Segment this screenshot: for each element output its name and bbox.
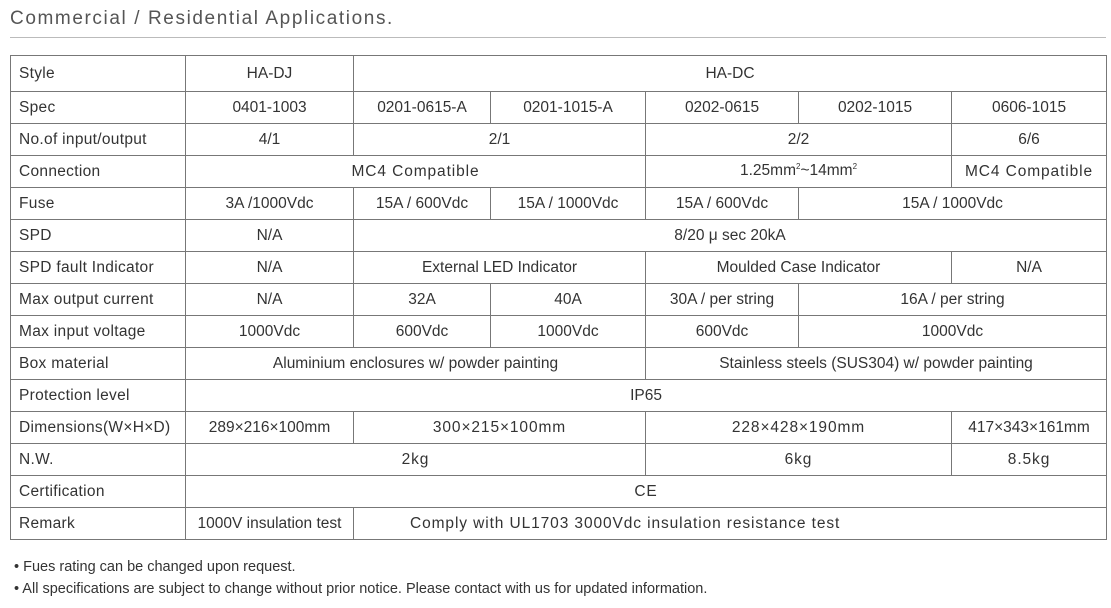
table-row-box-material <box>11 348 1107 380</box>
table-cell: 1000Vdc <box>491 316 646 348</box>
table-cell: 6kg <box>646 444 952 476</box>
table-cell: 0201-1015-A <box>491 92 646 124</box>
table-row-style <box>11 56 1107 92</box>
table-cell: 2/1 <box>354 124 646 156</box>
table-cell: Aluminium enclosures w/ powder painting <box>186 348 646 380</box>
table-cell: 2kg <box>186 444 646 476</box>
table-cell: 6/6 <box>952 124 1107 156</box>
table-row-max-input <box>11 316 1107 348</box>
table-cell: 228×428×190mm <box>646 412 952 444</box>
table-cell: Comply with UL1703 3000Vdc insulation resistance test <box>354 508 1107 540</box>
page-title: Commercial / Residential Applications. <box>10 8 394 29</box>
row-label: Protection level <box>11 380 186 412</box>
table-row-max-output <box>11 284 1107 316</box>
table-cell: 0401-1003 <box>186 92 354 124</box>
table-row-remark <box>11 508 1107 540</box>
table-cell: MC4 Compatible <box>186 156 646 188</box>
table-cell: 0201-0615-A <box>354 92 491 124</box>
table-cell: 0202-1015 <box>799 92 952 124</box>
table-cell: 417×343×161mm <box>952 412 1107 444</box>
table-row-spd <box>11 220 1107 252</box>
table-cell: External LED Indicator <box>354 252 646 284</box>
table-cell: 0606-1015 <box>952 92 1107 124</box>
table-cell: 8/20 μ sec 20kA <box>354 220 1107 252</box>
table-cell: 1000Vdc <box>799 316 1107 348</box>
table-row-nw <box>11 444 1107 476</box>
table-cell: 600Vdc <box>354 316 491 348</box>
table-cell: 15A / 1000Vdc <box>491 188 646 220</box>
row-label: Max input voltage <box>11 316 186 348</box>
table-cell: 1000V insulation test <box>186 508 354 540</box>
table-cell: 15A / 1000Vdc <box>799 188 1107 220</box>
table-row-connection <box>11 156 1107 188</box>
table-cell: 4/1 <box>186 124 354 156</box>
table-row-io <box>11 124 1107 156</box>
table-cell: 2/2 <box>646 124 952 156</box>
table-cell: 600Vdc <box>646 316 799 348</box>
table-cell: 15A / 600Vdc <box>646 188 799 220</box>
table-cell <box>646 156 952 188</box>
table-cell: N/A <box>186 252 354 284</box>
row-label: Dimensions(W×H×D) <box>11 412 186 444</box>
row-label: Remark <box>11 508 186 540</box>
table-cell: 16A / per string <box>799 284 1107 316</box>
row-label: Certification <box>11 476 186 508</box>
table-row-certification <box>11 476 1107 508</box>
table-cell: MC4 Compatible <box>952 156 1107 188</box>
table-cell: N/A <box>952 252 1107 284</box>
row-label: Spec <box>11 92 186 124</box>
table-row-fuse <box>11 188 1107 220</box>
row-label: No.of input/output <box>11 124 186 156</box>
footnote: • Fues rating can be changed upon request. <box>14 559 296 575</box>
table-row-spec <box>11 92 1107 124</box>
table-cell: 300×215×100mm <box>354 412 646 444</box>
connection-size-max: ~14mm <box>800 162 853 180</box>
row-label: SPD <box>11 220 186 252</box>
row-label: Connection <box>11 156 186 188</box>
table-cell: 32A <box>354 284 491 316</box>
row-label: Style <box>11 56 186 92</box>
row-label: SPD fault Indicator <box>11 252 186 284</box>
table-cell: HA-DC <box>354 56 1107 92</box>
table-cell: 8.5kg <box>952 444 1107 476</box>
footnote: • All specifications are subject to change without prior notice. Please contact with us for updated information. <box>14 581 708 597</box>
table-row-protection <box>11 380 1107 412</box>
table-cell: 289×216×100mm <box>186 412 354 444</box>
table-cell: N/A <box>186 220 354 252</box>
table-cell: 0202-0615 <box>646 92 799 124</box>
table-cell: N/A <box>186 284 354 316</box>
table-cell: Moulded Case Indicator <box>646 252 952 284</box>
row-label: Fuse <box>11 188 186 220</box>
table-cell: 40A <box>491 284 646 316</box>
table-cell: 1000Vdc <box>186 316 354 348</box>
table-cell: CE <box>186 476 1107 508</box>
superscript: 2 <box>795 162 801 172</box>
table-row-spd-fault <box>11 252 1107 284</box>
footnotes <box>14 556 707 600</box>
spec-table <box>10 55 1107 540</box>
title-divider <box>10 37 1106 38</box>
table-cell: Stainless steels (SUS304) w/ powder painting <box>646 348 1107 380</box>
row-label: Max output current <box>11 284 186 316</box>
table-cell: IP65 <box>186 380 1107 412</box>
row-label: N.W. <box>11 444 186 476</box>
table-cell: HA-DJ <box>186 56 354 92</box>
superscript: 2 <box>852 162 858 172</box>
table-cell: 15A / 600Vdc <box>354 188 491 220</box>
connection-size-min: 1.25mm <box>739 162 796 180</box>
table-cell: 3A /1000Vdc <box>186 188 354 220</box>
table-row-dimensions <box>11 412 1107 444</box>
row-label: Box material <box>11 348 186 380</box>
table-cell: 30A / per string <box>646 284 799 316</box>
